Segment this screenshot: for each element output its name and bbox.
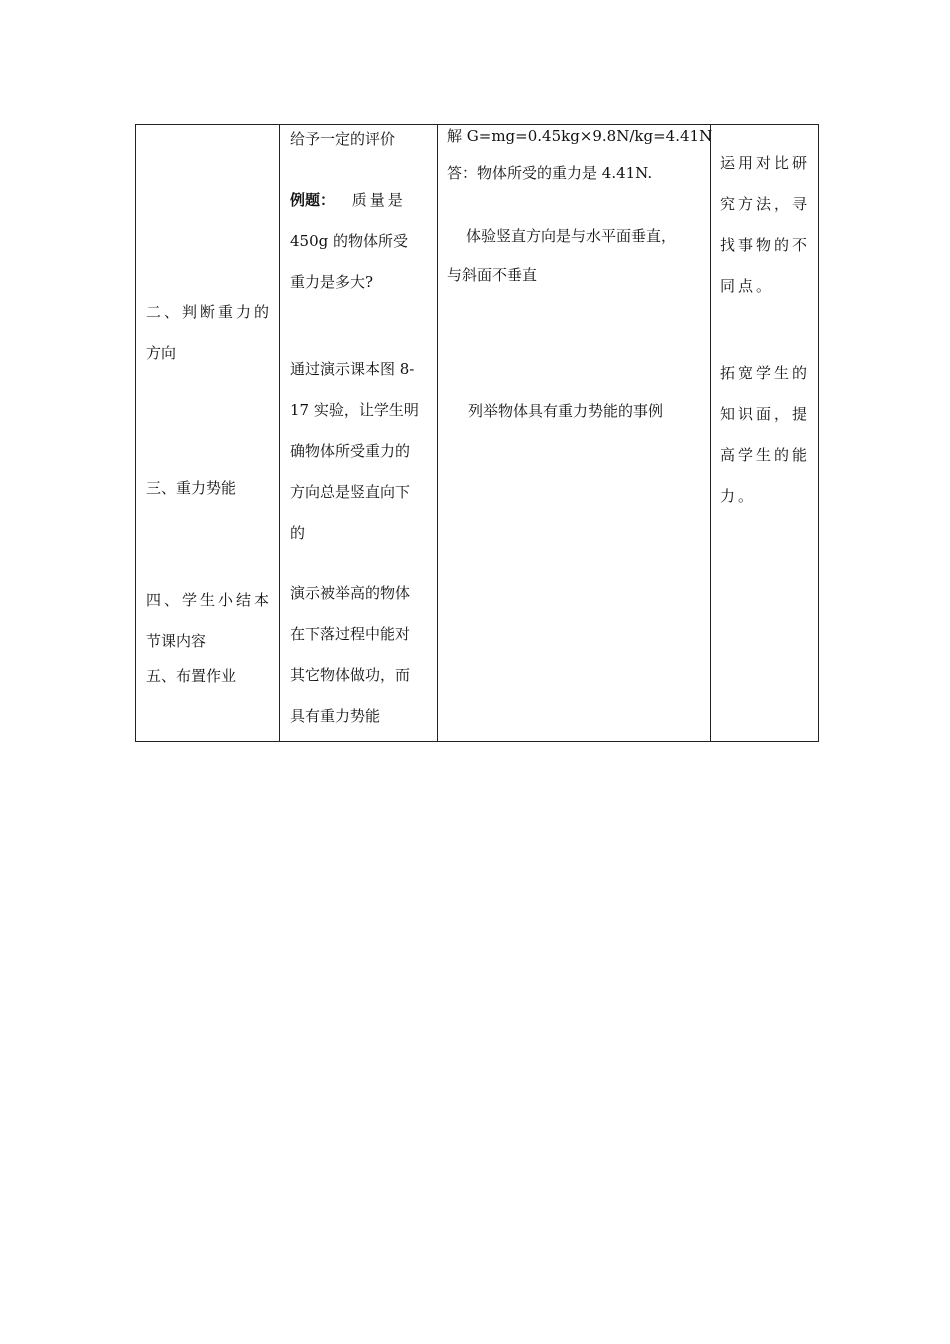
step-assign-homework: 五、布置作业 [146,667,237,685]
intent-b-line1: 拓宽学生的 [720,364,811,382]
answer-line: 答：物体所受的重力是 4.41N. [447,164,653,182]
design-intent-column [710,125,819,741]
evaluation-text: 给予一定的评价 [290,130,396,148]
demo2-line4: 具有重力势能 [290,707,381,725]
example-text-part1: 质量是 [351,191,406,209]
demo2-line3: 其它物体做功，而 [290,666,411,684]
example-label: 例题： [290,191,336,209]
intent-a-line4: 同点。 [720,277,775,295]
step-judge-gravity-direction-line2: 方向 [146,344,177,362]
example-line3: 重力是多大? [290,273,374,291]
intent-a-line3: 找事物的不 [720,236,811,254]
intent-a-line1: 运用对比研 [720,154,811,172]
demo2-line1: 演示被举高的物体 [290,584,411,602]
demo1-line4: 方向总是竖直向下 [290,483,411,501]
demo1-line5: 的 [290,524,306,542]
step-student-summary-line2: 节课内容 [146,632,207,650]
teaching-step-column [136,125,279,741]
demo1-line1: 通过演示课本图 8- [290,360,415,378]
step-student-summary-line1: 四、学生小结本 [146,591,273,609]
intent-b-line4: 力。 [720,487,757,505]
demo2-line2: 在下落过程中能对 [290,625,411,643]
lesson-plan-table [135,124,819,742]
list-examples-text: 列举物体具有重力势能的事例 [468,402,664,420]
demo1-line3: 确物体所受重力的 [290,442,411,460]
step-judge-gravity-direction-line1: 二、判断重力的 [146,303,273,321]
solution-line: 解 G=mg=0.45kg×9.8N/kg=4.41N [447,127,713,145]
example-line1 [290,180,434,221]
example-line2: 450g 的物体所受 [290,232,409,250]
teacher-activity-column [279,125,438,741]
experience-line1: 体验竖直方向是与水平面垂直， [466,227,677,245]
intent-a-line2: 究方法，寻 [720,195,811,213]
intent-b-line3: 高学生的能 [720,446,811,464]
student-activity-column [437,125,711,741]
experience-line2: 与斜面不垂直 [447,266,538,284]
intent-b-line2: 知识面，提 [720,405,811,423]
step-gravitational-potential-energy: 三、重力势能 [146,479,237,497]
demo1-line2: 17 实验，让学生明 [290,401,419,419]
